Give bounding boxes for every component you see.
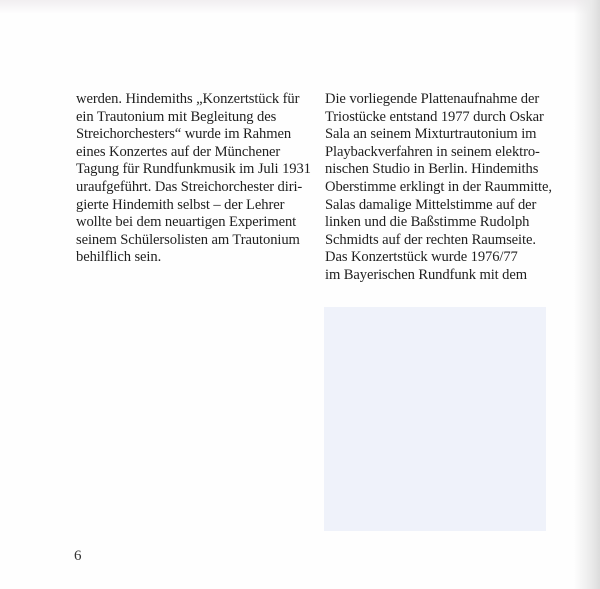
text-line: Tagung für Rundfunkmusik im Juli 1931 bbox=[76, 161, 311, 178]
text-line: Schmidts auf der rechten Raumseite. bbox=[325, 231, 536, 248]
spine-shadow bbox=[574, 0, 600, 589]
text-line: gierte Hindemith selbst – der Lehrer bbox=[76, 196, 285, 213]
text-line: seinem Schülersolisten am Trautonium bbox=[76, 231, 300, 248]
text-line: nischen Studio in Berlin. Hindemiths bbox=[325, 161, 539, 178]
text-line: ein Trautonium mit Begleitung des bbox=[76, 108, 277, 125]
text-line: linken und die Baßstimme Rudolph bbox=[325, 214, 530, 231]
left-text-column bbox=[76, 91, 312, 267]
text-line: Oberstimme erklingt in der Raummitte, bbox=[325, 178, 552, 195]
text-line: wollte bei dem neuartigen Experiment bbox=[76, 214, 297, 231]
page-number: 6 bbox=[74, 548, 82, 564]
text-line: im Bayerischen Rundfunk mit dem bbox=[325, 266, 527, 283]
text-line: Salas damalige Mittelstimme auf der bbox=[325, 196, 537, 213]
text-line: Die vorliegende Plattenaufnahme der bbox=[325, 91, 540, 107]
text-line: uraufgeführt. Das Streichorchester diri- bbox=[76, 178, 303, 195]
text-line: Das Konzertstück wurde 1976/77 bbox=[325, 249, 518, 266]
text-line: Playbackverfahren in seinem elektro- bbox=[325, 143, 540, 160]
text-line: werden. Hindemiths „Konzertstück für bbox=[76, 91, 300, 107]
text-line: eines Konzertes auf der Münchener bbox=[76, 143, 281, 160]
text-line: behilflich sein. bbox=[76, 249, 162, 266]
top-edge-tint bbox=[0, 0, 600, 14]
text-line: Triostücke entstand 1977 durch Oskar bbox=[325, 108, 544, 125]
text-line: Streichorchesters“ wurde im Rahmen bbox=[76, 126, 292, 143]
image-placeholder-box bbox=[324, 307, 546, 531]
text-line: Sala an seinem Mixturtrautonium im bbox=[325, 126, 537, 143]
right-text-column bbox=[325, 91, 557, 285]
